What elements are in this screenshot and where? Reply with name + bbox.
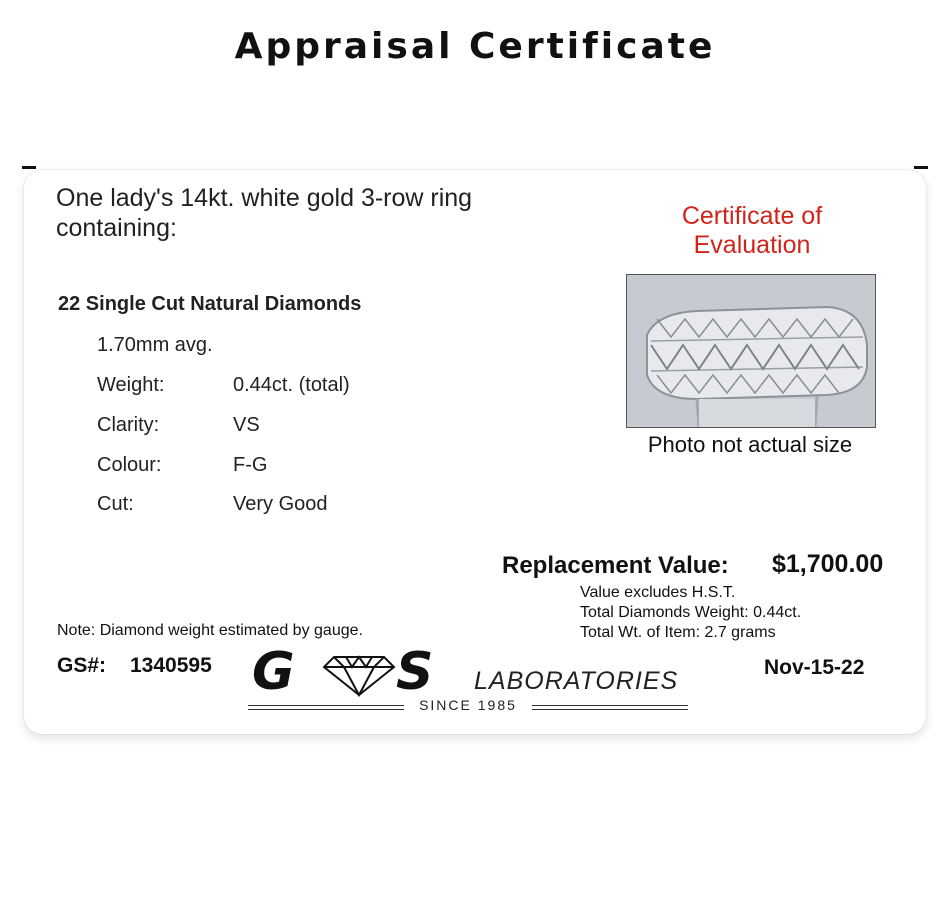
cut-value: Very Good: [233, 493, 328, 515]
certificate-title-line2: Evaluation: [693, 231, 811, 259]
ring-photo: [626, 274, 876, 428]
clarity-label: Clarity:: [97, 414, 160, 436]
laboratories-wordmark: LABORATORIES: [474, 667, 679, 695]
item-description: One lady's 14kt. white gold 3-row ring containing:: [56, 184, 473, 242]
corner-mark-right: [914, 166, 928, 169]
total-diamond-weight: Total Diamonds Weight: 0.44ct.: [580, 604, 802, 621]
clarity-value: VS: [233, 414, 260, 436]
gs-label: GS#:: [57, 654, 107, 677]
replacement-label: Replacement Value:: [502, 552, 729, 579]
replacement-value: $1,700.00: [772, 550, 884, 578]
colour-value: F-G: [233, 454, 268, 476]
weight-label: Weight:: [97, 374, 165, 396]
certificate-date: Nov-15-22: [764, 656, 865, 679]
photo-caption: Photo not actual size: [647, 432, 853, 457]
colour-label: Colour:: [97, 454, 162, 476]
certificate-title: [627, 202, 877, 260]
svg-text:G: G: [252, 647, 295, 697]
weight-value: 0.44ct. (total): [233, 374, 350, 396]
ring-image: [627, 275, 875, 427]
total-item-weight: Total Wt. of Item: 2.7 grams: [580, 624, 776, 641]
diamond-icon: [324, 657, 394, 695]
stone-size: 1.70mm avg.: [97, 334, 213, 356]
certificate-title-line1: Certificate of: [681, 202, 823, 230]
stone-title: 22 Single Cut Natural Diamonds: [58, 293, 362, 315]
gauge-note: Note: Diamond weight estimated by gauge.: [57, 622, 363, 639]
since-text: SINCE 1985: [419, 697, 517, 713]
gs-number: 1340595: [130, 654, 212, 677]
page-title: Appraisal Certificate: [234, 26, 716, 67]
cut-label: Cut:: [97, 493, 134, 515]
corner-mark-left: [22, 166, 36, 169]
svg-text:S: S: [396, 647, 434, 697]
tax-note: Value excludes H.S.T.: [580, 584, 736, 601]
